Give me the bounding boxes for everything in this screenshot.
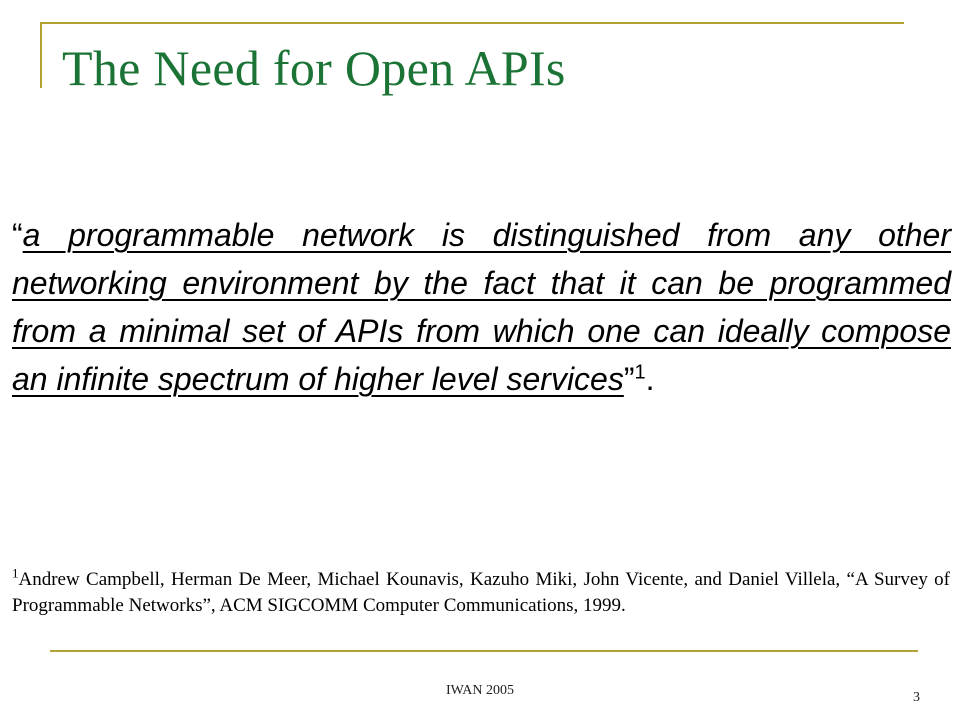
- quote-text: a programmable network is distinguished from any other networking environment by the fact that it can be programmed from a minimal set of APIs from which one can ideally compose an infinite spectrum of higher level services: [12, 217, 951, 397]
- top-decorative-rule: [40, 22, 904, 24]
- bottom-decorative-rule: [50, 650, 918, 652]
- footnote-marker: 1: [12, 565, 19, 581]
- footer-label: IWAN 2005: [445, 683, 515, 698]
- quote-open-mark: “: [12, 217, 23, 253]
- page-number: 3: [913, 690, 920, 705]
- quote-close-mark: ”: [623, 361, 635, 397]
- slide-title: The Need for Open APIs: [62, 40, 566, 96]
- quote-end: .: [645, 361, 655, 397]
- footnote-text: Andrew Campbell, Herman De Meer, Michael Kounavis, Kazuho Miki, John Vicente, and Daniel Villela, “A Survey of Programmable Networks”, ACM SIGCOMM Computer Communications, 1999.: [12, 569, 950, 616]
- left-decorative-rule: [40, 22, 42, 88]
- quote-block: [12, 211, 951, 403]
- quote-footnote-ref: 1: [634, 361, 646, 384]
- footnote: [12, 567, 950, 619]
